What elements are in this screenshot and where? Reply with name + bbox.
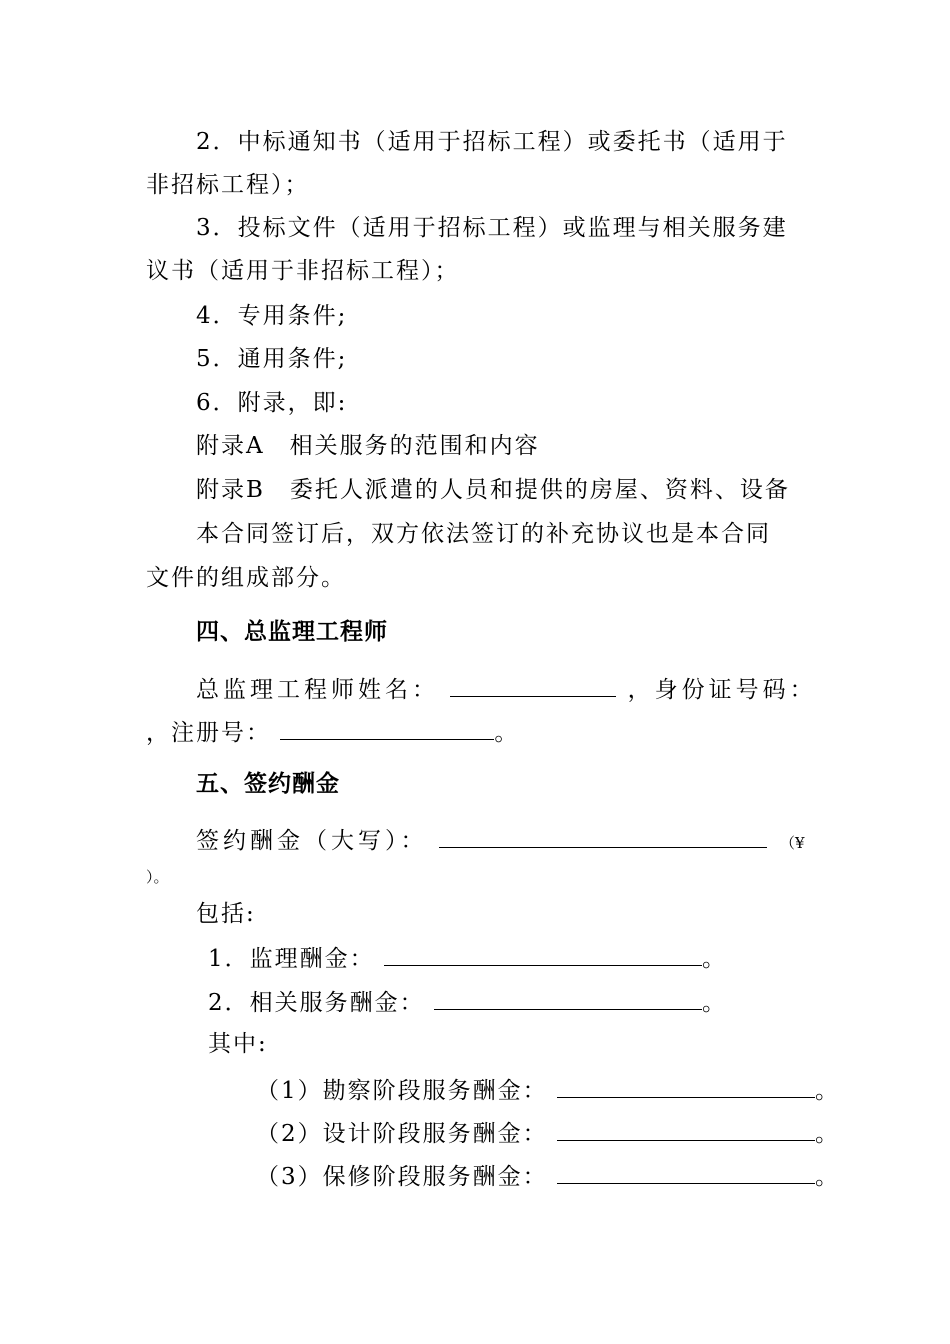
supervision-fee-label: 1．监理酬金： <box>208 946 375 972</box>
section-5-heading: 五、签约酬金 <box>196 770 340 797</box>
warranty-fee-label: （3）保修阶段服务酬金： <box>256 1164 548 1190</box>
chief-engineer-name-row <box>196 674 817 704</box>
design-fee-row <box>256 1118 840 1148</box>
include-label: 包括: <box>196 901 256 927</box>
related-service-fee-field[interactable] <box>434 987 702 1010</box>
chief-engineer-name-label: 总监理工程师姓名： <box>196 677 439 703</box>
period: 。 <box>701 946 727 972</box>
period: 。 <box>814 1164 840 1190</box>
id-number-label: ，身份证号码： <box>627 677 817 703</box>
warranty-fee-field[interactable] <box>557 1161 815 1184</box>
period: 。 <box>701 990 727 1016</box>
item-3-line-1: 3．投标文件（适用于招标工程）或监理与相关服务建 <box>196 215 788 241</box>
survey-fee-label: （1）勘察阶段服务酬金： <box>256 1078 548 1104</box>
item-5: 5．通用条件; <box>196 346 348 372</box>
warranty-fee-row <box>256 1161 840 1191</box>
supervision-fee-field[interactable] <box>384 943 702 966</box>
survey-fee-field[interactable] <box>557 1075 815 1098</box>
item-3-line-2: 议书（适用于非招标工程）； <box>146 258 460 284</box>
registration-label: ，注册号： <box>146 720 271 746</box>
period: 。 <box>814 1078 840 1104</box>
design-fee-field[interactable] <box>557 1118 815 1141</box>
item-2-line-1: 2．中标通知书（适用于招标工程）或委托书（适用于 <box>196 129 788 155</box>
contract-amount-field[interactable] <box>439 825 767 848</box>
related-service-fee-label: 2．相关服务酬金： <box>208 990 425 1016</box>
related-service-fee-row <box>208 987 727 1017</box>
appendix-b: 附录B 委托人派遣的人员和提供的房屋、资料、设备 <box>196 477 790 503</box>
item-4: 4．专用条件; <box>196 303 348 329</box>
registration-field[interactable] <box>280 717 494 740</box>
supplement-line-1: 本合同签订后，双方依法签订的补充协议也是本合同 <box>196 521 771 547</box>
registration-row <box>146 717 519 747</box>
period: 。 <box>494 720 520 746</box>
yen-open: （¥ <box>780 834 805 852</box>
yen-close: ）。 <box>146 868 169 886</box>
supplement-line-2: 文件的组成部分。 <box>146 565 346 591</box>
item-2-line-2: 非招标工程）； <box>146 172 310 198</box>
contract-amount-row <box>196 825 767 855</box>
contract-amount-label: 签约酬金（大写）： <box>196 828 428 854</box>
design-fee-label: （2）设计阶段服务酬金： <box>256 1121 548 1147</box>
section-4-heading: 四、总监理工程师 <box>196 618 388 645</box>
item-6: 6．附录，即: <box>196 390 348 416</box>
supervision-fee-row <box>208 943 727 973</box>
chief-engineer-name-field[interactable] <box>450 674 616 697</box>
among-label: 其中: <box>208 1031 268 1057</box>
period: 。 <box>814 1121 840 1147</box>
appendix-a: 附录A 相关服务的范围和内容 <box>196 433 540 459</box>
survey-fee-row <box>256 1075 840 1105</box>
